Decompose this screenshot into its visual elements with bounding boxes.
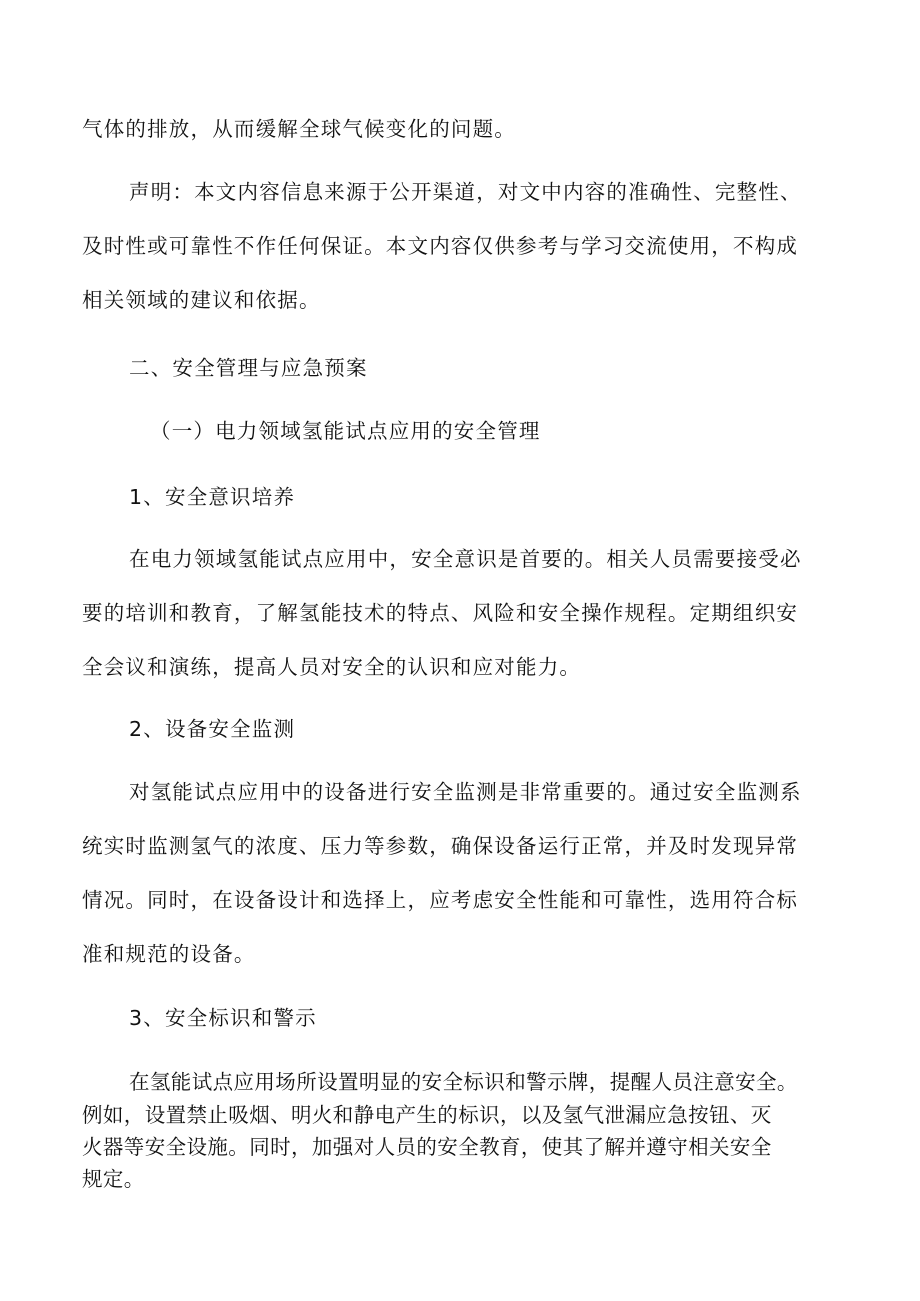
item-3-line-1: 在氢能试点应用场所设置明显的安全标识和警示牌，提醒人员注意安全。 (129, 1070, 798, 1094)
item-1-line-1: 在电力领域氢能试点应用中，安全意识是首要的。相关人员需要接受必 (129, 547, 802, 571)
item-2-title: 2、设备安全监测 (129, 717, 296, 741)
item-1-line-3: 全会议和演练，提高人员对安全的认识和应对能力。 (82, 655, 582, 679)
disclaimer-line-2: 及时性或可靠性不作任何保证。本文内容仅供参考与学习交流使用，不构成 (82, 234, 799, 258)
item-2-line-4: 准和规范的设备。 (82, 942, 256, 966)
item-3-line-4: 规定。 (82, 1167, 145, 1191)
item-3-line-3: 火器等安全设施。同时，加强对人员的安全教育，使其了解并遵守相关安全 (82, 1135, 772, 1159)
item-3-title: 3、安全标识和警示 (129, 1006, 317, 1030)
item-2-line-2: 统实时监测氢气的浓度、压力等参数，确保设备运行正常，并及时发现异常 (82, 834, 799, 858)
item-1-line-2: 要的培训和教育，了解氢能技术的特点、风险和安全操作规程。定期组织安 (82, 601, 799, 625)
item-2-line-1: 对氢能试点应用中的设备进行安全监测是非常重要的。通过安全监测系 (129, 780, 802, 804)
item-2-line-3: 情况。同时，在设备设计和选择上，应考虑安全性能和可靠性，选用符合标 (82, 888, 799, 912)
paragraph-continuation: 气体的排放，从而缓解全球气候变化的问题。 (82, 117, 516, 141)
disclaimer-line-3: 相关领域的建议和依据。 (82, 288, 321, 312)
item-1-title: 1、安全意识培养 (129, 485, 296, 509)
subsection-title: （一）电力领域氢能试点应用的安全管理 (150, 419, 541, 443)
section-title: 二、安全管理与应急预案 (129, 356, 368, 380)
disclaimer-line-1: 声明：本文内容信息来源于公开渠道，对文中内容的准确性、完整性、 (129, 180, 802, 204)
item-3-line-2: 例如，设置禁止吸烟、明火和静电产生的标识，以及氢气泄漏应急按钮、灭 (82, 1103, 772, 1127)
